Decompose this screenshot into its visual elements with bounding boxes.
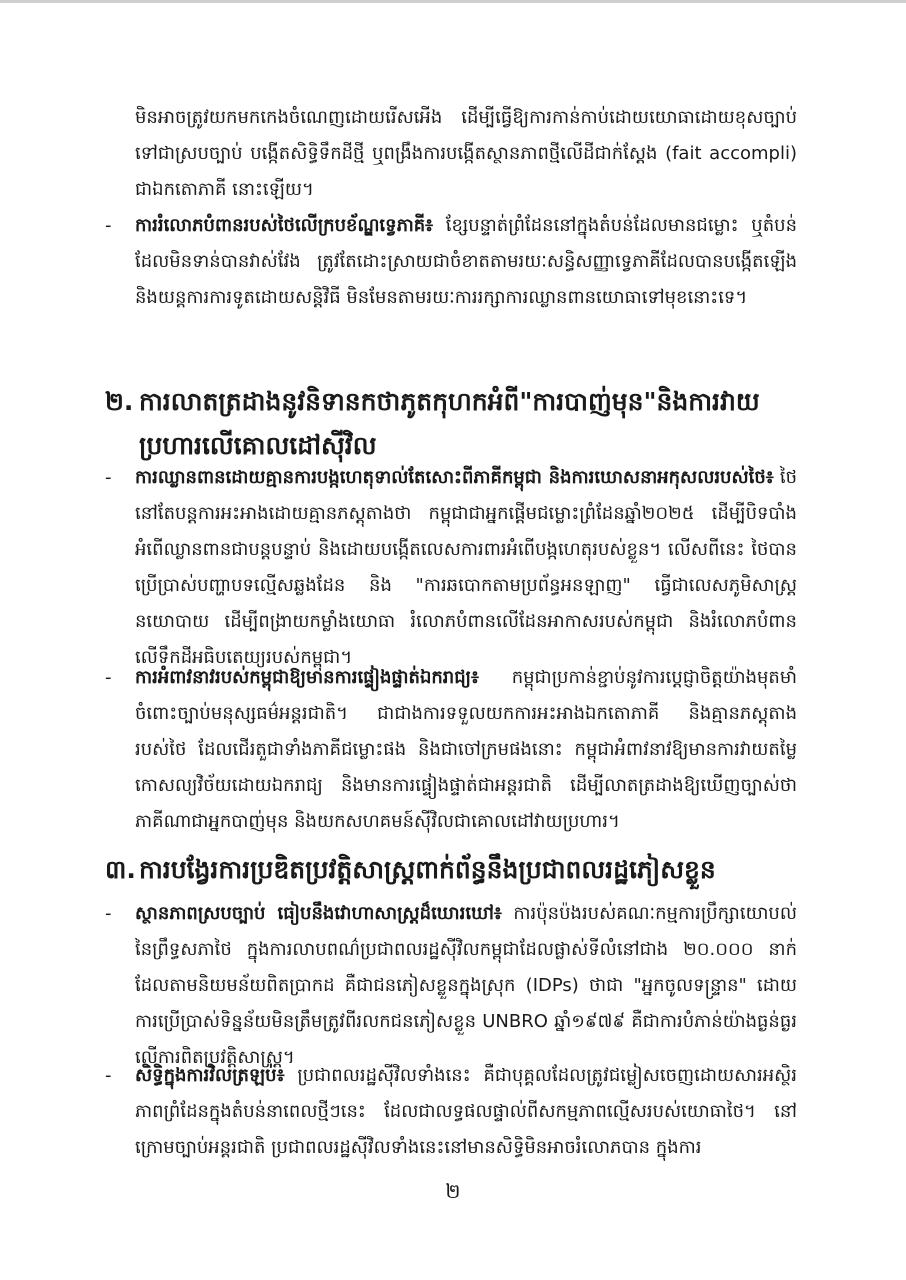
bullet-right-of-return: [105, 1058, 797, 1166]
bullet-independent-verification: [105, 660, 797, 840]
bullet-dash: -: [105, 667, 112, 688]
bullet-text: [135, 660, 797, 840]
continuation-paragraph: មិនអាចត្រូវយកមកកេងចំណេញដោយរើសអើង ដើម្បីធ្វើឱ្យការកាន់កាប់ដោយយោធាដោយខុសច្បាប់ទៅជាស្របច្បាប់ បង្កើតសិទ្ធិទឹកដីថ្មី ឬពង្រឹងការបង្កើតស្ថានភាពថ្មីលើដីជាក់ស្តែង (fait accompli) ជាឯកតោភាគី នោះឡើយ។: [135, 107, 797, 200]
bullet-text: [135, 896, 797, 1076]
bullet-text: [135, 208, 797, 316]
bullet-bilateral-violation: [105, 208, 797, 316]
page-number: ២: [445, 1179, 461, 1203]
bullet-dash: -: [105, 467, 112, 488]
bullet-unprovoked-aggression: [105, 460, 797, 676]
section-number: ៣.: [105, 855, 136, 884]
section-number: ២.: [105, 387, 134, 416]
bullet-lead: ការឈ្លានពានដោយគ្មានការបង្កហេតុទាល់តែសោះពីភាគីកម្ពុជា និងការឃោសនាអកុសលរបស់ថៃ៖: [135, 467, 774, 488]
bullet-lead: ការអំពាវនាវរបស់កម្ពុជាឱ្យមានការផ្ទៀងផ្ទាត់ឯករាជ្យ៖: [135, 667, 479, 688]
bullet-lead: ការរំលោភបំពានរបស់ថៃលើក្របខ័ណ្ឌទ្វេភាគី៖: [135, 215, 434, 236]
bullet-dash: -: [105, 903, 112, 924]
bullet-lead: សិទ្ធិក្នុងការវិលត្រឡប់៖: [135, 1065, 285, 1086]
section-3-heading: [105, 848, 797, 892]
bullet-dash: -: [105, 215, 112, 236]
bullet-text: [135, 1058, 797, 1166]
bullet-lead: ស្ថានភាពស្របច្បាប់ ធៀបនឹងវោហាសាស្ត្រដ៏ឃោរឃៅ៖: [135, 903, 502, 924]
bullet-body: ការប៉ុនប៉ងរបស់គណៈកម្មការប្រឹក្សាយោបល់នៃព្រឹទ្ធសភាថៃ ក្នុងការលាបពណ៌ប្រជាពលរដ្ឋស៊ីវិលកម្ពុជាដែលផ្លាស់ទីលំនៅជាង ២០.០០០ នាក់ ដែលតាមនិយមន័យពិតប្រាកដ គឺជាជនភៀសខ្លួនក្នុងស្រុក (IDPs) ថាជា "អ្នកចូលទន្ទ្រាន" ដោយការប្រើប្រាស់ទិន្នន័យមិនត្រឹមត្រូវពីរលកជនភៀសខ្លួន UNBRO ឆ្នាំ១៩៧៩ គឺជាការបំភាន់យ៉ាងធ្ងន់ធ្ងរលើការពិតប្រវត្តិសាស្ត្រ។: [135, 903, 797, 1068]
section-title: ការលាតត្រដាងនូវនិទានកថាភូតកុហកអំពី"ការបាញ់មុន"និងការវាយប្រហារលើគោលដៅស៊ីវិល: [139, 387, 760, 460]
bullet-text: [135, 460, 797, 676]
bullet-legal-status: [105, 896, 797, 1076]
bullet-body: ប្រជាពលរដ្ឋស៊ីវិលទាំងនេះ គឺជាបុគ្គលដែលត្រូវជម្លៀសចេញដោយសារអស្ថិរភាពព្រំដែនក្នុងតំបន់នាពេលថ្មីៗនេះ ដែលជាលទ្ធផលផ្ទាល់ពីសកម្មភាពល្មើសរបស់យោធាថៃ។ នៅក្រោមច្បាប់អន្តរជាតិ ប្រជាពលរដ្ឋស៊ីវិលទាំងនេះនៅមានសិទ្ធិមិនអាចរំលោភបាន ក្នុងការ: [135, 1065, 797, 1158]
bullet-body: កម្ពុជាប្រកាន់ខ្ជាប់នូវការប្តេជ្ញាចិត្តយ៉ាងមុតមាំចំពោះច្បាប់មនុស្សធម៌អន្តរជាតិ។ ជាជាងការទទួលយកការអះអាងឯកតោភាគី និងគ្មានភស្តុតាងរបស់ថៃ ដែលជើរតួជាទាំងភាគីជម្លោះផង និងជាចៅក្រមផងនោះ កម្ពុជាអំពាវនាវឱ្យមានការវាយតម្លៃកោសល្យវិច័យដោយឯករាជ្យ និងមានការផ្ទៀងផ្ទាត់ជាអន្តរជាតិ ដើម្បីលាតត្រដាងឱ្យឃើញច្បាស់ថា ភាគីណាជាអ្នកបាញ់មុន និងយកសហគមន៍ស៊ីវិលជាគោលដៅវាយប្រហារ។: [135, 667, 797, 832]
section-2-heading: [105, 380, 797, 468]
bullet-dash: -: [105, 1065, 112, 1086]
section-title: ការបង្វែរការប្រឌិតប្រវត្តិសាស្ត្រពាក់ព័ន្ធនឹងប្រជាពលរដ្ឋភៀសខ្លួន: [139, 855, 716, 884]
bullet-body: ថៃនៅតែបន្តការអះអាងដោយគ្មានភស្តុតាងថា កម្ពុជាជាអ្នកផ្តើមជម្លោះព្រំដែនឆ្នាំ២០២៥ ដើម្បីបិទបាំងអំពើឈ្លានពានជាបន្តបន្ទាប់ និងដោយបង្កើតលេសការពារអំពើបង្កហេតុរបស់ខ្លួន។ លើសពីនេះ ថៃបានប្រើប្រាស់បញ្ហាបទល្មើសឆ្លងដែន និង "ការឆបោកតាមប្រព័ន្ធអនឡាញ" ធ្វើជាលេសភូមិសាស្ត្រនយោបាយ ដើម្បីពង្រាយកម្លាំងយោធា រំលោភបំពានលើដែនអាកាសរបស់កម្ពុជា និងរំលោភបំពានលើទឹកដីអធិបតេយ្យរបស់កម្ពុជា។: [135, 467, 797, 668]
bullet-body: ខ្សែបន្ទាត់ព្រំដែននៅក្នុងតំបន់ដែលមានជម្លោះ ឬតំបន់ដែលមិនទាន់បានវាស់វែង ត្រូវតែដោះស្រាយជាចំខាតតាមរយៈសន្ធិសញ្ញាទ្វេភាគីដែលបានបង្កើតឡើង និងយន្តការការទូតដោយសន្តិវិធី មិនមែនតាមរយៈការរក្សាការឈ្លានពានយោធាទៅមុខនោះទេ។: [135, 215, 797, 308]
